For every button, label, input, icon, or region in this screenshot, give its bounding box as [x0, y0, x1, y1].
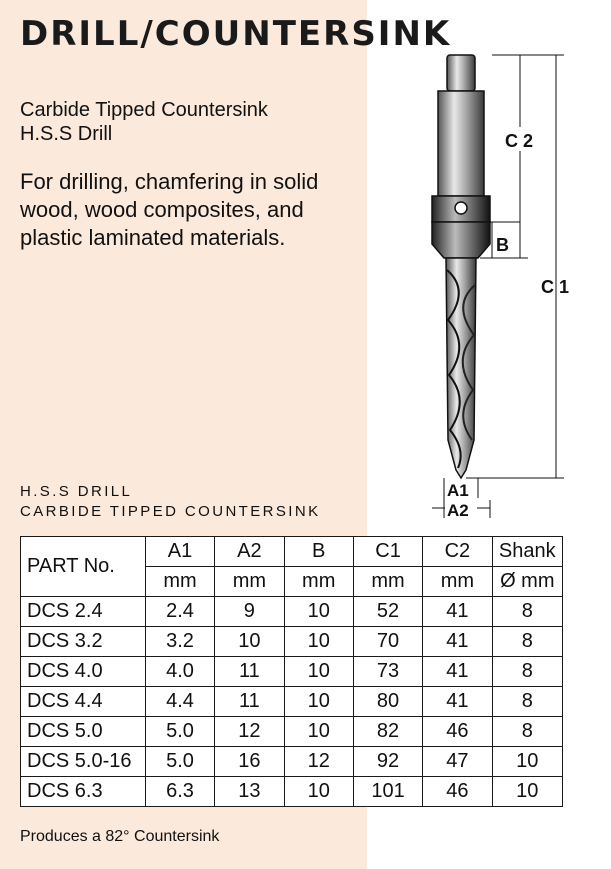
column-unit: Ø mm [492, 567, 562, 597]
table-cell: 10 [215, 627, 284, 657]
table-cell: 10 [492, 777, 562, 807]
table-cell: 41 [423, 597, 492, 627]
part-number-cell: DCS 4.0 [21, 657, 146, 687]
drill-bit [446, 258, 476, 478]
dimension-label-a2: A2 [447, 501, 469, 520]
column-unit: mm [423, 567, 492, 597]
description-line: For drilling, chamfering in solid [20, 169, 319, 194]
description-line: wood, wood composites, and [20, 197, 304, 222]
product-description [20, 168, 370, 252]
column-unit: mm [353, 567, 422, 597]
footnote: Produces a 82° Countersink [20, 828, 220, 845]
table-cell: 8 [492, 717, 562, 747]
table-row [21, 627, 563, 657]
column-header: A1 [145, 537, 214, 567]
part-number-cell: DCS 2.4 [21, 597, 146, 627]
table-row [21, 717, 563, 747]
table-cell: 41 [423, 627, 492, 657]
column-unit: mm [284, 567, 353, 597]
column-header: Shank [492, 537, 562, 567]
table-cell: 5.0 [145, 717, 214, 747]
table-row [21, 597, 563, 627]
table-cell: 10 [284, 657, 353, 687]
set-screw-icon [455, 202, 467, 214]
part-number-cell: DCS 3.2 [21, 627, 146, 657]
column-unit: mm [215, 567, 284, 597]
table-cell: 8 [492, 657, 562, 687]
table-cell: 46 [423, 717, 492, 747]
table-cell: 8 [492, 597, 562, 627]
table-cell: 52 [353, 597, 422, 627]
table-cell: 16 [215, 747, 284, 777]
table-cell: 10 [492, 747, 562, 777]
column-header: A2 [215, 537, 284, 567]
material-label: CARBIDE TIPPED COUNTERSINK [20, 503, 321, 520]
table-cell: 10 [284, 627, 353, 657]
table-row [21, 687, 563, 717]
table-cell: 5.0 [145, 747, 214, 777]
dimension-label-c2: C 2 [505, 131, 534, 151]
part-number-header: PART No. [21, 537, 146, 597]
table-cell: 47 [423, 747, 492, 777]
shank-top [447, 55, 475, 91]
table-cell: 2.4 [145, 597, 214, 627]
table-cell: 101 [353, 777, 422, 807]
table-cell: 10 [284, 777, 353, 807]
drill-countersink-diagram [400, 40, 600, 530]
spec-table [20, 536, 563, 807]
table-cell: 11 [215, 657, 284, 687]
table-cell: 70 [353, 627, 422, 657]
subtitle-line: H.S.S Drill [20, 123, 113, 145]
table-cell: 82 [353, 717, 422, 747]
table-cell: 6.3 [145, 777, 214, 807]
table-cell: 10 [284, 687, 353, 717]
page-title: DRILL/COUNTERSINK [20, 14, 452, 54]
column-header: B [284, 537, 353, 567]
dimension-label-a1: A1 [447, 481, 469, 500]
material-labels [20, 482, 321, 522]
table-cell: 10 [284, 597, 353, 627]
table-row [21, 777, 563, 807]
part-number-cell: DCS 4.4 [21, 687, 146, 717]
table-cell: 92 [353, 747, 422, 777]
table-cell: 13 [215, 777, 284, 807]
shank-body [438, 91, 484, 196]
column-header: C1 [353, 537, 422, 567]
part-number-cell: DCS 6.3 [21, 777, 146, 807]
table-cell: 73 [353, 657, 422, 687]
table-cell: 12 [284, 747, 353, 777]
table-cell: 41 [423, 657, 492, 687]
header-row [21, 537, 563, 567]
table-row [21, 657, 563, 687]
dimension-label-c1: C 1 [541, 277, 570, 297]
table-cell: 10 [284, 717, 353, 747]
table-cell: 41 [423, 687, 492, 717]
table-cell: 4.4 [145, 687, 214, 717]
table-row [21, 747, 563, 777]
table-cell: 9 [215, 597, 284, 627]
part-number-cell: DCS 5.0 [21, 717, 146, 747]
column-unit: mm [145, 567, 214, 597]
dimension-label-b: B [496, 235, 509, 255]
table-cell: 46 [423, 777, 492, 807]
table-cell: 3.2 [145, 627, 214, 657]
subtitle-line: Carbide Tipped Countersink [20, 99, 268, 121]
description-line: plastic laminated materials. [20, 225, 286, 250]
table-cell: 12 [215, 717, 284, 747]
table-cell: 8 [492, 627, 562, 657]
countersink-cutter [432, 222, 490, 258]
material-label: H.S.S DRILL [20, 483, 133, 500]
part-number-cell: DCS 5.0-16 [21, 747, 146, 777]
table-cell: 80 [353, 687, 422, 717]
table-cell: 4.0 [145, 657, 214, 687]
table-cell: 8 [492, 687, 562, 717]
product-subtitle [20, 98, 268, 146]
column-header: C2 [423, 537, 492, 567]
table-cell: 11 [215, 687, 284, 717]
